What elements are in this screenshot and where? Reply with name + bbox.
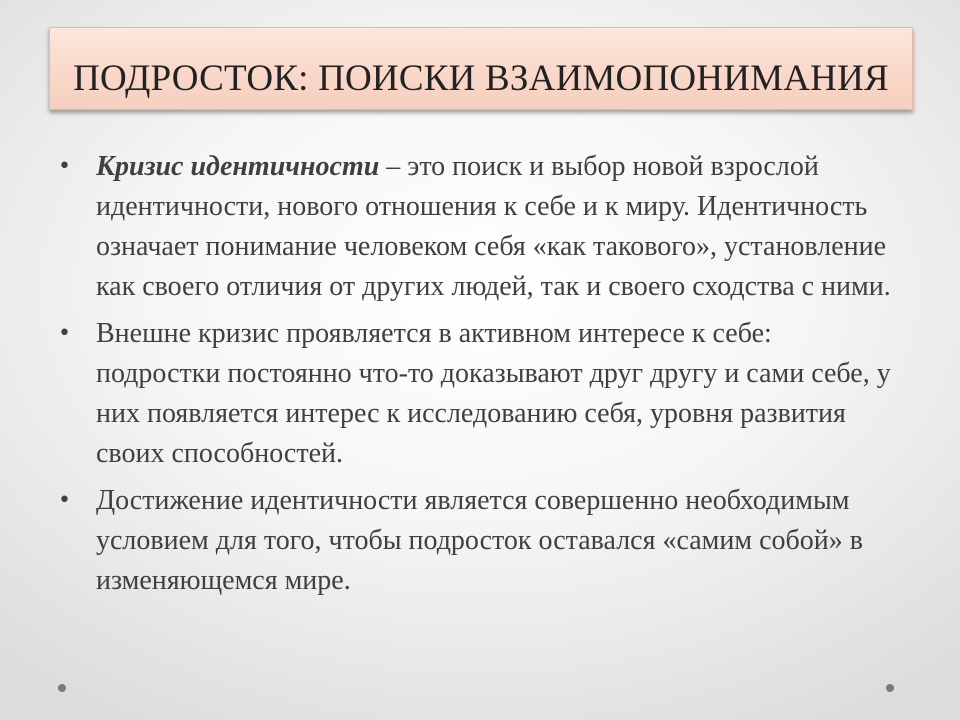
slide-title-box	[49, 27, 913, 110]
slide-title: ПОДРОСТОК: ПОИСКИ ВЗАИМОПОНИМАНИЯ	[73, 58, 889, 99]
corner-dot-left	[58, 684, 66, 692]
bullet-item-identity-crisis	[58, 147, 898, 307]
bullet-item-external-manifestation	[58, 314, 898, 474]
bullet-text: Внешне кризис проявляется в активном интересе к себе: подростки постоянно что-то доказывают друг другу и сами себе, у них появляется интерес к исследованию себя, уровня развития своих способностей.	[96, 318, 891, 469]
corner-dot-right	[886, 684, 894, 692]
bullet-item-achievement	[58, 481, 898, 601]
bullet-icon: •	[58, 321, 71, 346]
bullet-icon: •	[58, 154, 71, 179]
bullet-text: Достижение идентичности является совершенно необходимым условием для того, чтобы подросток оставался «самим собой» в изменяющемся мире.	[96, 485, 863, 596]
bullet-icon: •	[58, 488, 71, 513]
bullet-text: – это поиск и выбор новой взрослой идентичности, нового отношения к себе и к миру. Идентичность означает понимание человеком себя «как такового», установление как своего отличия от других людей, так и своего сходства с ними.	[96, 151, 891, 302]
bullet-term: Кризис идентичности	[96, 151, 380, 182]
bullet-list	[58, 147, 898, 608]
